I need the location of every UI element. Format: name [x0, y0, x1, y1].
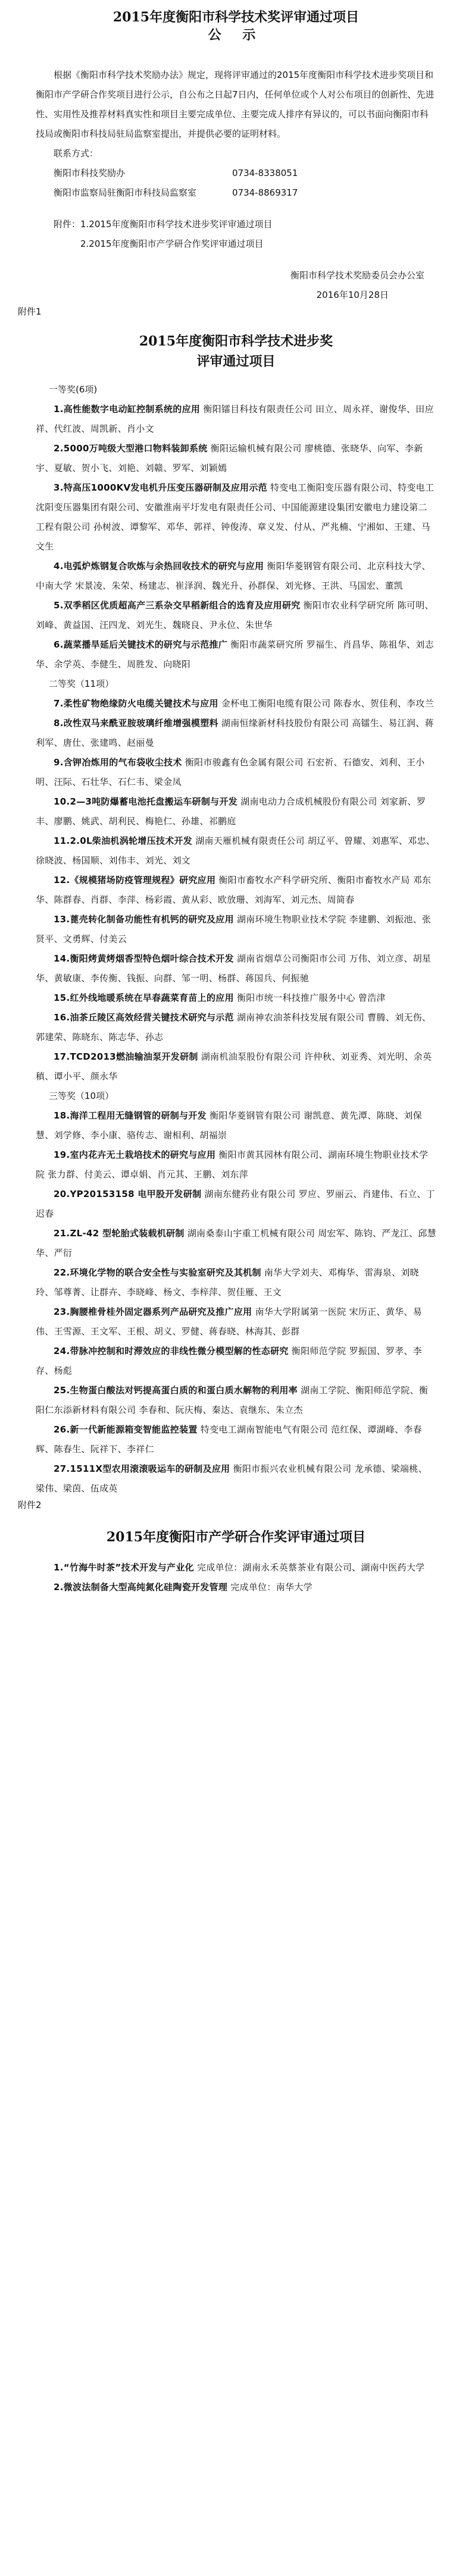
- project-name: 2.5000万吨级大型港口物料装卸系统: [54, 443, 208, 454]
- contact-row: [36, 183, 436, 203]
- project-name: 1.高性能数字电动缸控制系统的应用: [54, 404, 201, 414]
- project-item: [36, 1578, 436, 1597]
- project-item: [36, 1185, 436, 1224]
- project-name: 13.蓖壳转化制备功能性有机钙的研究及应用: [54, 914, 234, 925]
- project-units: 湖南省烟草公司衡阳市公司 万伟、刘立彦、胡星华、黄敏康、李传衡、钱振、向群、邹一明、杨群、蒋国兵、何振驰: [36, 953, 432, 984]
- award-level-heading: 二等奖（11项）: [49, 678, 114, 689]
- project-item: [36, 949, 436, 988]
- project-units: 南华大学刘夫、邓梅华、雷海泉、刘晓玲、邹尊菁、让群卉、李晓峰、杨文、李梓萍、贺佳雁、王文: [36, 1267, 419, 1298]
- project-item: [36, 1008, 436, 1047]
- project-item: [36, 1145, 436, 1185]
- project-name: 4.电弧炉炼钢复合吹炼与余热回收技术的研究与应用: [54, 561, 264, 571]
- project-name: 26.新一代新能源箱变智能监控装置: [54, 1424, 198, 1435]
- award-level-heading: 三等奖（10项）: [49, 1091, 114, 1101]
- project-name: 24.带脉冲控制和时滞效应的非线性微分模型解的性态研究: [54, 1346, 289, 1356]
- contact-name: 衡阳市科技奖励办: [54, 168, 126, 178]
- project-name: 20.YP20153158 电甲股开发研制: [54, 1189, 202, 1199]
- project-name: 27.1511X型农用滚滚吸运车的研制及应用: [54, 1463, 230, 1474]
- project-units: 湖南桑泰山宇重工机械有限公司 周宏军、陈钧、严龙江、邱慧华、严衍: [36, 1228, 436, 1258]
- page-subtitle: 公 示: [208, 27, 264, 43]
- annex1-title-line2: 评审通过项目: [196, 354, 276, 369]
- project-name: 6.蔬菜播旱延后关键技术的研究与示范推广: [54, 639, 228, 650]
- project-item: [36, 1106, 436, 1145]
- project-name: 2.微波法制备大型高纯氮化硅陶瓷开发管理: [54, 1582, 228, 1592]
- project-units: 衡阳市统一科技推广服务中心 曾浩津: [236, 992, 386, 1003]
- project-name: 8.改性双马来酰亚胺玻璃纤维增强模塑料: [54, 718, 218, 728]
- annex2-item-list: [36, 1558, 436, 1597]
- attachment-item: 附件：1.2015年度衡阳市科学技术进步奖评审通过项目: [54, 219, 273, 230]
- project-units: 湖南东健药业有限公司 罗应、罗丽云、肖建伟、石立、丁迟春: [36, 1189, 436, 1219]
- contact-name: 衡阳市监察局驻衡阳市科技局监察室: [54, 187, 197, 198]
- project-item: [36, 1381, 436, 1420]
- project-item: [36, 439, 436, 478]
- project-item: [36, 871, 436, 910]
- project-item: [36, 1342, 436, 1381]
- project-item: [36, 596, 436, 635]
- project-item: [36, 714, 436, 753]
- project-units: 衡阳市骏鑫有色金属有限公司 石宏祈、石德安、刘利、王小明、汪际、石壮华、石仁韦、梁金凤: [36, 757, 425, 787]
- project-units: 湖南天雁机械有限责任公司 胡辽平、曾耀、刘惠军、邓忠、徐晓波、杨国顺、刘伟丰、刘光、刘文: [36, 835, 436, 866]
- contact-heading: 联系方式：: [54, 148, 99, 159]
- project-units: 湖南神农油茶科技发展有限公司 曹腾、刘无伤、郭建荣、陈晓东、陈志华、孙志: [36, 1012, 432, 1042]
- contact-phone: 0734-8869317: [232, 187, 298, 198]
- contact-row: [36, 164, 436, 183]
- award-levels: [36, 380, 436, 1499]
- intro-paragraph: 根据《衡阳市科学技术奖励办法》规定，现将评审通过的2015年度衡阳市科学技术进步奖项目和衡阳市产学研合作奖项目进行公示，自公布之日起7日内，任何单位或个人对公布项目的创新性、先进性、实用性及推荐材料真实性和项目主要完成单位、主要完成人排序有异议的，可以书面向衡阳市科技局或衡阳市科技局驻局监察室提出，并提供必要的证明材料。: [36, 70, 435, 139]
- project-item: [36, 1224, 436, 1263]
- project-name: 15.红外线地暖系统在早春蔬菜育苗上的应用: [54, 992, 234, 1003]
- project-item: [36, 1302, 436, 1342]
- project-units: 衡阳运输机械有限公司 廖桃德、张晓华、向军、李新宇、夏敏、贺小飞、刘艳、刘赣、罗军、刘颖嫣: [36, 443, 423, 473]
- project-units: 湖南机油泵股份有限公司 许仲秋、刘亚秀、刘光明、余英稹、谭小平、颜永华: [36, 1051, 432, 1082]
- project-item: [36, 753, 436, 792]
- project-item: [36, 1047, 436, 1086]
- project-units: 衡阳华菱钢管有限公司 谢凯意、黄先潭、陈晓、刘保慧、刘学修、李小康、骆传志、谢相利、胡福崇: [36, 1110, 423, 1141]
- project-units: 金杯电工衡阳电缆有限公司 陈春水、贺佳利、李攻兰: [221, 698, 434, 709]
- project-units: 衡阳市畜牧水产科学研究所、衡阳市畜牧水产局 邓东华、陈群春、肖群、李萍、杨彩霞、黄从彩、欧放珊、刘海军、刘元杰、周简春: [36, 875, 432, 905]
- project-item: [36, 831, 436, 871]
- project-units: 湖南电动力合成机械股份有限公司 刘家新、罗丰、廖鹏、姚武、胡利民、梅艳仁、孙雄、祁鹏庭: [36, 796, 426, 827]
- project-item: [36, 635, 436, 674]
- project-name: 25.生物蛋白酸法对钙提高蛋白质的和蛋白质水解物的利用率: [54, 1385, 298, 1396]
- project-name: 7.柔性矿物绝缘防火电缆关键技术与应用: [54, 698, 218, 709]
- project-units: 湖南环境生物职业技术学院 李建鹏、刘振池、张贤平、文勇辉、付美云: [36, 914, 432, 944]
- project-item: [36, 792, 436, 831]
- project-item: [36, 478, 436, 557]
- project-units: 南华大学附属第一医院 宋历正、黄华、易伟、王雪源、王文军、王根、胡义、罗健、蒋春晓、林海其、彭群: [36, 1306, 423, 1337]
- project-name: 21.ZL-42 型轮胎式装载机研制: [54, 1228, 185, 1239]
- signature-org: 衡阳市科学技术奖励委员会办公室: [290, 270, 424, 281]
- project-name: 16.油茶丘陵区高效经营关键技术研究与示范: [54, 1012, 234, 1023]
- project-item: [36, 988, 436, 1008]
- project-item: [36, 694, 436, 714]
- annex1-label: 附件1: [18, 306, 42, 317]
- project-units: 完成单位：湖南永禾英蔡茶业有限公司、湖南中医药大学: [197, 1562, 425, 1573]
- project-units: 衡阳市蔬菜研究所 罗福生、肖昌华、陈祖华、刘志华、余学英、李健生、周胜发、向晓阳: [36, 639, 434, 670]
- project-item: [36, 910, 436, 949]
- annex2-label: 附件2: [18, 1500, 42, 1510]
- project-units: 湖南工学院、衡阳师范学院、衡阳仁东添新材料有限公司 李春和、阮庆梅、秦达、袁继东、朱立杰: [36, 1385, 429, 1415]
- project-item: [36, 557, 436, 596]
- project-name: 5.双季稻区优质超高产三系杂交早稻新组合的选育及应用研究: [54, 600, 301, 611]
- attachment-item: 2.2015年度衡阳市产学研合作奖评审通过项目: [80, 238, 264, 249]
- project-name: 9.含钾冶炼用的气布袋收尘技术: [54, 757, 182, 768]
- project-units: 衡阳市农业科学研究所 陈可明、刘峰、黄益国、汪四龙、刘光生、魏晓良、尹永位、朱世华: [36, 600, 434, 630]
- award-level-heading: 一等奖(6项): [49, 384, 98, 395]
- project-units: 衡阳华菱钢管有限公司、北京科技大学、中南大学 宋景凌、朱荣、杨建志、崔泽润、魏光升、孙群保、刘光修、王洪、马国宏、董凯: [36, 561, 431, 591]
- project-units: 衡阳师范学院 罗振国、罗孝、李存、杨彪: [36, 1346, 423, 1376]
- project-units: 衡阳市振兴农业机械有限公司 龙承德、梁端桃、梁伟、梁茵、伍成英: [36, 1463, 427, 1494]
- contact-phone: 0734-8338051: [232, 168, 298, 178]
- project-name: 12.《规模猪场防疫管理规程》研究应用: [54, 875, 216, 885]
- project-name: 14.衡阳烤黄烤烟香型特色烟叶综合技术开发: [54, 953, 234, 964]
- page-title: 2015年度衡阳市科学技术奖评审通过项目: [112, 10, 360, 25]
- project-name: 22.环境化学物的联合安全性与实验室研究及其机制: [54, 1267, 261, 1278]
- signature-date: 2016年10月28日: [316, 290, 389, 300]
- project-units: 衡阳市黄其园林有限公司、湖南环境生物职业技术学院 张力群、付美云、谭卓娟、肖元其、王鹏、刘东萍: [36, 1149, 429, 1180]
- project-item: [36, 1459, 436, 1499]
- project-units: 特变电工衡阳变压器有限公司、特变电工沈阳变压器集团有限公司、安徽淮南平圩发电有限责任公司、中国能源建设集团安徽电力建设第二工程有限公司 孙树波、谭黎军、邓华、郭祥、钟俊涛、章义发、付从、严兆楠、宁湘如、王建、马文生: [36, 482, 435, 552]
- annex2-title: 2015年度衡阳市产学研合作奖评审通过项目: [106, 1529, 366, 1545]
- project-item: [36, 400, 436, 439]
- project-name: 11.2.0L柴油机涡轮增压技术开发: [54, 835, 193, 846]
- project-units: 湖南恒缘新材科技股份有限公司 高镭生、易江润、蒋利军、唐仕、张建鸣、赵丽曼: [36, 718, 434, 748]
- project-item: [36, 1420, 436, 1459]
- project-item: [36, 1558, 436, 1578]
- project-name: 19.室内花卉无土栽培技术的研究与应用: [54, 1149, 216, 1160]
- project-units: 特变电工湖南智能电气有限公司 范红保、谭湖峰、李春辉、陈春生、阮祥下、李祥仁: [36, 1424, 423, 1455]
- project-units: 衡阳镭目科技有限责任公司 田立、周永祥、谢俊华、田应祥、代红波、周凯新、肖小文: [36, 404, 434, 434]
- project-name: 17.TCD2013燃油输油泵开发研制: [54, 1051, 198, 1062]
- annex1-title: 2015年度衡阳市科学技术进步奖: [139, 334, 333, 349]
- project-name: 3.特高压1000KV发电机升压变压器研制及应用示范: [54, 482, 267, 493]
- project-name: 1.“竹海牛时茶”技术开发与产业化: [54, 1562, 194, 1573]
- project-name: 18.海洋工程用无缝钢管的研制与开发: [54, 1110, 207, 1121]
- project-item: [36, 1263, 436, 1302]
- project-name: 10.2—3吨防爆蓄电池托盘搬运车研制与开发: [54, 796, 238, 807]
- project-name: 23.胸腰椎骨桂外固定器系列产品研究及推广应用: [54, 1306, 252, 1317]
- project-units: 完成单位：南华大学: [230, 1582, 312, 1592]
